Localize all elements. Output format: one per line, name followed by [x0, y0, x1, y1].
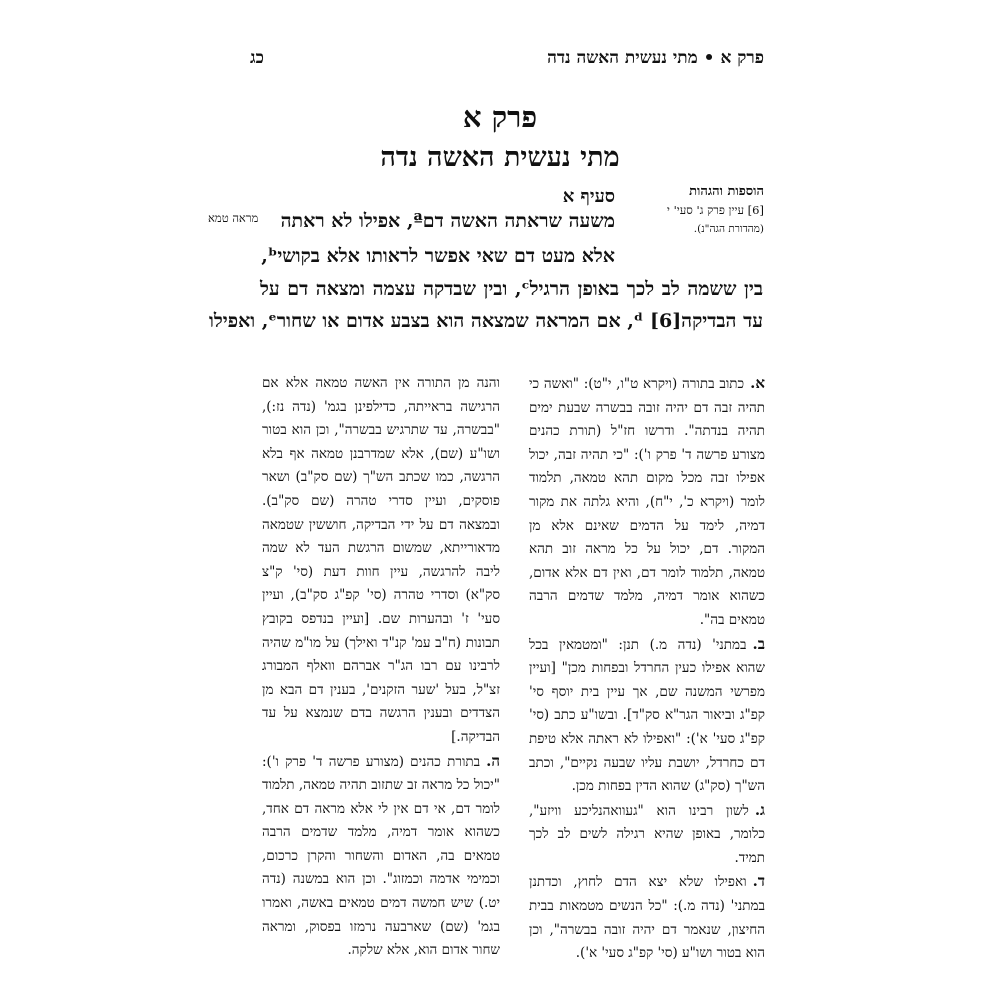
main-text-line: אלא מעט דם שאי אפשר לראותו אלא בקושיᵇ, — [261, 245, 615, 267]
note-text: במתני' (נדה מ.) תנן: "ומטמאין בכל שהוא אפילו כעין החרדל ובפחות מכן" [ועיין מפרשי המשנה שם, אך עיין בית יוסף סי' קפ"ג וביאור הגר"א סק"ד]. ובשו"ע כתב (סי' קפ"ג סעי' א'): "ואפילו לא ראתה אלא טיפת דם כחרדל, יושבת עליו שבעה נקיים", וכתב הש"ך (סק"ג) שהוא הדין בפחות מכן. — [529, 636, 765, 795]
running-header — [250, 48, 764, 78]
additions-heading: הוספות והגהות — [689, 184, 764, 199]
commentary-paragraph — [262, 372, 500, 750]
additions-column — [644, 183, 764, 238]
note-label: ג. — [754, 800, 765, 819]
main-text-line: משעה שראתה האשה דםª, אפילו לא ראתה — [280, 210, 615, 232]
additions-note-text: [6] עיין פרק ג' סעי' י — [666, 203, 764, 217]
main-text-line: בין ששמה לב לכך באופן הרגילᶜ, ובין שבדקה עצמה ומצאה דם על — [260, 278, 763, 300]
note-text: לשון רבינו הוא "געוואהנליכע וויזע", כלומר, באופן שהיא רגילה לשים לב לכך תמיד. — [529, 802, 765, 866]
note-label: א. — [750, 374, 765, 392]
chapter-subtitle: מתי נעשית האשה נדה — [380, 142, 620, 173]
commentary-paragraph — [529, 799, 765, 871]
note-text: והנה מן התורה אין האשה טמאה אלא אם הרגישה בראייתה, כדילפינן בגמ' (נדה נז:), "בבשרה, עד שתרגיש בבשרה", וכן הוא בטור ושו"ע (שם), אלא שמדרבנן טמאה אף בלא הרגשה, כמו שכתב הש"ך (שם סק"ב) ושאר פוסקים, ועיין סדרי טהרה (שם סק"ב). ובמצאה דם על ידי הבדיקה, חוששין שטמאה מדאורייתא, שמשום הרגשת העד לא שמה ליבה להרגשה, עיין חוות דעת (סי' ק"צ סק"א) וסדרי טהרה (סי' קפ"ג סק"ב), ועיין סעי' ז' ובהערות שם. [ועיין בנדפס בקובץ תבונות (ח"ב עמ' קנ"ד ואילך) על מו"מ שהיה לרבינו עם רבו הג"ר אברהם וואלף המבורג זצ"ל, בעל 'שער הזקנים', בענין דם הבא מן הצדדים ובענין הרגשה בדם שנמצא על עד הבדיקה.] — [262, 375, 500, 745]
chapter-title: פרק א — [462, 100, 538, 134]
note-text: בתורת כהנים (מצורע פרשה ד' פרק ו'): "יכול כל מראה זב שתזוב תהיה טמאה, תלמוד לומר דם, אי דם אין לי אלא מראה דם אחד, כשהוא אומר דמיה, מלמד שדמים הרבה טמאים בה, האדום והשחור והקרן כרכום, וכמימי אדמה וכמזוג". וכן הוא במשנה (נדה יט.) שיש חמשה דמים טמאים באשה, ואמרו בגמ' (שם) שארבעה נרמזו בפסוק, ומראה שחור אדום הוא, אלא שלקה. — [262, 753, 500, 959]
note-label: ה. — [486, 751, 500, 770]
commentary-column-right — [529, 372, 765, 966]
main-text-line: עד הבדיקה[6] ᵈ, אם המראה שמצאה הוא בצבע אדום או שחורᵉ, ואפילו — [209, 310, 763, 332]
page-number: כג — [250, 48, 264, 68]
commentary-paragraph — [529, 870, 765, 965]
additions-note — [644, 201, 764, 238]
note-label: ד. — [752, 872, 765, 891]
additions-note-source: (מהדורת הגה"נ). — [693, 223, 764, 235]
commentary-paragraph — [529, 633, 765, 799]
note-text: ואפילו שלא יצא הדם לחוץ, וכדתנן במתני' (נדה מ.): "כל הנשים מטמאות בבית החיצון, שנאמר דם יהיה זובה בבשרה", וכן הוא בטור ושו"ע (סי' קפ"ג סעי' א'). — [529, 874, 765, 962]
commentary-column-left — [262, 372, 500, 963]
note-label: ב. — [752, 634, 765, 653]
note-text: כתוב בתורה (ויקרא ט"ו, י"ט): "ואשה כי תהיה זבה דם יהיה זובה בבשרה שבעת ימים תהיה בנדתה". ודרשו חז"ל (תורת כהנים מצורע פרשה ד' פרק ו'): "כי תהיה זבה, יכול אפילו זבה מכל מקום תהא טמאה, תלמוד לומר (ויקרא כ', י"ח), והיא גלתה את מקור דמיה, לימד על הדמים שאינם אלא מן המקור. דם, יכול על כל מראה זוב תהא טמאה, תלמוד לומר דם, ואין דם אלא אדום, כשהוא אומר דמיה, מלמד שדמים הרבה טמאים בה". — [529, 376, 765, 628]
commentary-paragraph — [262, 750, 500, 963]
commentary-paragraph — [529, 372, 765, 633]
running-title: פרק א • מתי נעשית האשה נדה — [547, 48, 764, 68]
margin-note: מראה טמא — [208, 211, 259, 225]
seif-heading: סעיף א — [562, 186, 615, 207]
